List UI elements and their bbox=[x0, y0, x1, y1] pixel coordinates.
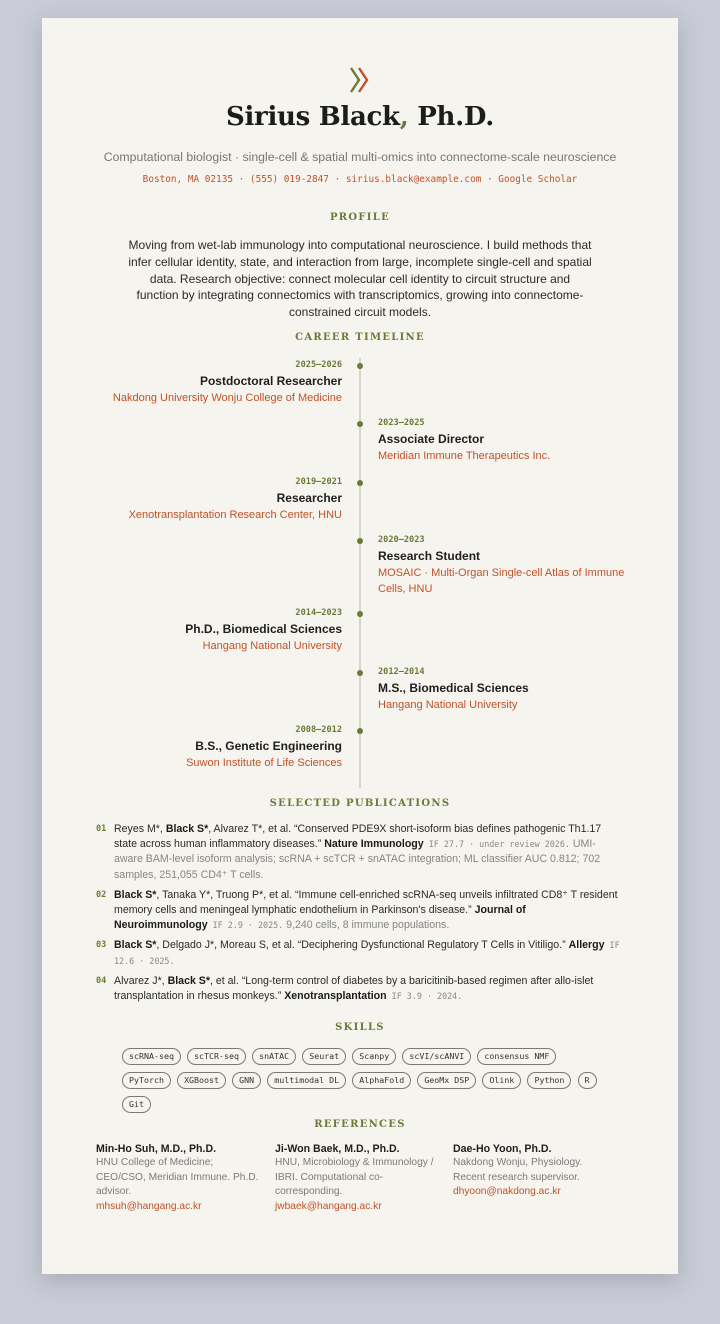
timeline-org: Hangang National University bbox=[378, 699, 518, 711]
publication-number: 03 bbox=[96, 940, 107, 951]
skill-chip: multimodal DL bbox=[267, 1072, 346, 1089]
timeline-date: 2023–2025 bbox=[378, 418, 425, 428]
skill-chip: XGBoost bbox=[177, 1072, 226, 1089]
reference-description: HNU, Microbiology & Immunology / IBRI. Computational co-corresponding. bbox=[275, 1157, 434, 1197]
reference-name: Ji-Won Baek, M.D., Ph.D. bbox=[275, 1143, 400, 1155]
reference-card bbox=[96, 1142, 260, 1214]
section-heading-skills: SKILLS bbox=[335, 1022, 385, 1033]
reference-email-link[interactable]: mhsuh@hangang.ac.kr bbox=[96, 1200, 202, 1212]
publication-item: 03 Black S*, Delgado J*, Moreau S, et al. “Deciphering Dysfunctional Regulatory T Cells in Vitiligo.” Allergy IF 12.6 · 2025. bbox=[96, 939, 620, 966]
skill-chip: GNN bbox=[232, 1072, 261, 1089]
reference-description: Nakdong Wonju, Physiology. Recent research supervisor. bbox=[453, 1157, 583, 1183]
timeline-dot bbox=[357, 421, 363, 427]
journal-name: Allergy bbox=[568, 939, 605, 952]
chevron-logo-icon bbox=[42, 66, 678, 94]
timeline-org: Meridian Immune Therapeutics Inc. bbox=[378, 450, 551, 462]
timeline-title: Postdoctoral Researcher bbox=[199, 374, 342, 388]
skill-chip: PyTorch bbox=[122, 1072, 171, 1089]
timeline-entry bbox=[378, 666, 658, 713]
publication-item: 04 Alvarez J*, Black S*, et al. “Long-term control of diabetes by a baricitinib-based regimen after allo-islet transplantation in rhesus monkeys.” Xenotransplantation IF 3.9 · 2024. bbox=[96, 974, 594, 1003]
journal-name: Journal of Neuroimmunology bbox=[114, 904, 526, 932]
publication-number: 02 bbox=[96, 889, 107, 900]
timeline-dot bbox=[357, 728, 363, 734]
skill-chip: scRNA-seq bbox=[122, 1048, 181, 1065]
contact-address: Boston, MA 02135 bbox=[142, 174, 233, 185]
reference-name: Min-Ho Suh, M.D., Ph.D. bbox=[96, 1143, 217, 1155]
resume-page bbox=[42, 18, 678, 1274]
reference-card bbox=[453, 1142, 617, 1200]
skill-chip: Scanpy bbox=[352, 1048, 396, 1065]
publication-item: 01 Reyes M*, Black S*, Alvarez T*, et al. “Conserved PDE9X short-isoform bias defines pathogenic Th1.17 state across human inflammatory diseases.” Nature Immunology IF 27.7 · under review 2026. UMI-aware BAM-level isoform analysis; scRNA + scTCR + snATAC integration; ML classifier AUC 0.812; 702 samples, 251,055 CD4⁺ T cells. bbox=[96, 823, 602, 881]
skills-list bbox=[122, 1044, 598, 1116]
timeline-date: 2014–2023 bbox=[295, 608, 342, 618]
timeline-title: Ph.D., Biomedical Sciences bbox=[185, 622, 342, 636]
timeline-org: Nakdong University Wonju College of Medicine bbox=[112, 392, 342, 404]
profile-text: Moving from wet-lab immunology into computational neuroscience. I build methods that infer cellular identity, state, and interaction from large, incomplete single-cell and spatial data. Research objective: connect molecular cell identity to circuit structure and function by integrating connectomics with transcriptomics, growing into connectome-constrained circuit models. bbox=[128, 238, 592, 320]
journal-name: Nature Immunology bbox=[324, 838, 424, 851]
timeline-date: 2020–2023 bbox=[378, 535, 425, 545]
timeline-entry bbox=[378, 534, 638, 597]
reference-email-link[interactable]: jwbaek@hangang.ac.kr bbox=[275, 1200, 382, 1212]
skill-chip: GeoMx DSP bbox=[417, 1072, 476, 1089]
section-heading-profile: PROFILE bbox=[329, 212, 391, 223]
timeline-dot bbox=[357, 538, 363, 544]
timeline-date: 2012–2014 bbox=[378, 667, 425, 677]
skill-chip: scVI/scANVI bbox=[402, 1048, 471, 1065]
publication-number: 04 bbox=[96, 975, 107, 986]
timeline-entry bbox=[378, 417, 658, 464]
skill-chip: Python bbox=[527, 1072, 571, 1089]
timeline-org: Suwon Institute of Life Sciences bbox=[186, 757, 342, 769]
timeline-date: 2008–2012 bbox=[295, 725, 342, 735]
section-heading-timeline: CAREER TIMELINE bbox=[295, 332, 425, 343]
timeline-dot bbox=[357, 611, 363, 617]
timeline-org: MOSAIC · Multi-Organ Single-cell Atlas of Immune Cells, HNU bbox=[378, 567, 625, 595]
skill-chip: consensus NMF bbox=[477, 1048, 556, 1065]
timeline-title: Research Student bbox=[378, 549, 481, 563]
publication-list bbox=[96, 822, 620, 1009]
google-scholar-link[interactable]: Google Scholar bbox=[498, 174, 578, 185]
tagline: Computational biologist · single-cell & spatial multi-omics into connectome-scale neuroscience bbox=[103, 150, 617, 164]
timeline-title: Associate Director bbox=[378, 432, 485, 446]
timeline-org: Hangang National University bbox=[202, 640, 342, 652]
section-heading-references: REFERENCES bbox=[314, 1119, 406, 1130]
timeline-dot bbox=[357, 670, 363, 676]
timeline-dot bbox=[357, 480, 363, 486]
timeline-title: B.S., Genetic Engineering bbox=[195, 739, 342, 753]
reference-name: Dae-Ho Yoon, Ph.D. bbox=[453, 1143, 552, 1155]
journal-name: Xenotransplantation bbox=[284, 990, 387, 1003]
candidate-name: Sirius Black, Ph.D. bbox=[226, 102, 494, 132]
reference-card bbox=[275, 1142, 439, 1214]
publication-item: 02 Black S*, Tanaka Y*, Truong P*, et al. “Immune cell-enriched scRNA-seq unveils infiltrated CD8⁺ T resident memory cells and meningeal lymphatic endothelium in Parkinson's disease.” Journal of Neuroimmunology IF 2.9 · 2025. 9,240 cells, 8 immune populations. bbox=[96, 888, 618, 932]
skill-chip: scTCR-seq bbox=[187, 1048, 246, 1065]
timeline-date: 2019–2021 bbox=[295, 477, 342, 487]
timeline-date: 2025–2026 bbox=[295, 360, 342, 370]
skill-chip: Seurat bbox=[302, 1048, 346, 1065]
timeline-entry bbox=[62, 359, 342, 406]
skill-chip: Olink bbox=[482, 1072, 521, 1089]
timeline-title: M.S., Biomedical Sciences bbox=[378, 681, 529, 695]
section-heading-publications: SELECTED PUBLICATIONS bbox=[269, 798, 451, 809]
timeline-title: Researcher bbox=[276, 491, 342, 505]
reference-description: HNU College of Medicine; CEO/CSO, Meridian Immune. Ph.D. advisor. bbox=[96, 1157, 259, 1197]
skill-chip: AlphaFold bbox=[352, 1072, 411, 1089]
timeline-org: Xenotransplantation Research Center, HNU bbox=[128, 509, 342, 521]
timeline-entry bbox=[62, 724, 342, 771]
contact-line: Boston, MA 02135 · (555) 019-2847 · sirius.black@example.com · Google Scholar bbox=[142, 174, 578, 185]
skill-chip: Git bbox=[122, 1096, 151, 1113]
timeline-entry bbox=[62, 476, 342, 523]
contact-phone[interactable]: (555) 019-2847 bbox=[249, 174, 329, 185]
reference-email-link[interactable]: dhyoon@nakdong.ac.kr bbox=[453, 1186, 561, 1197]
publication-number: 01 bbox=[96, 824, 107, 834]
skill-chip: R bbox=[578, 1072, 597, 1089]
contact-email-link[interactable]: sirius.black@example.com bbox=[345, 174, 482, 185]
skill-chip: snATAC bbox=[252, 1048, 296, 1065]
timeline-dot bbox=[357, 363, 363, 369]
timeline-entry bbox=[62, 607, 342, 654]
